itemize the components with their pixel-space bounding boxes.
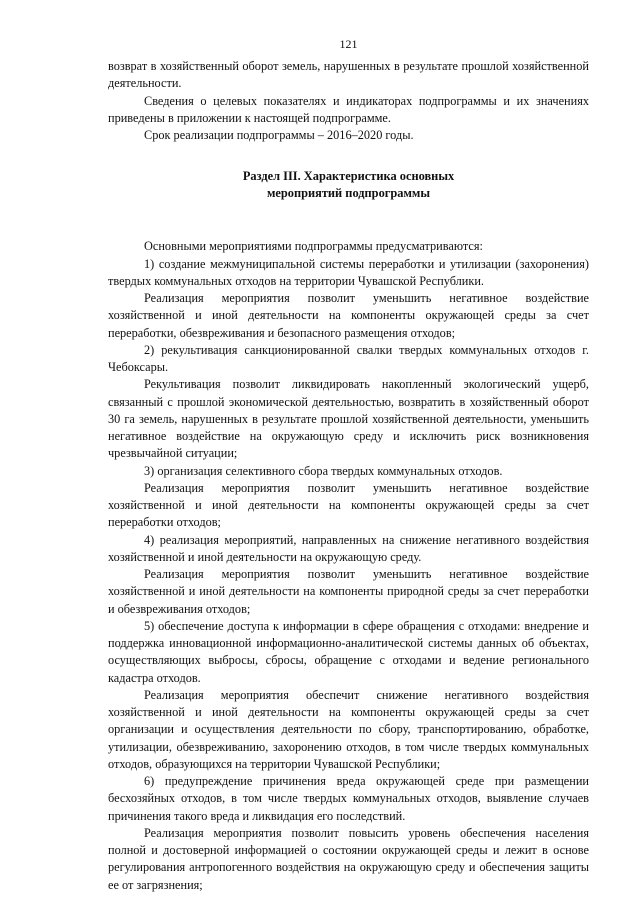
paragraph: Реализация мероприятия позволит уменьшить негативное воздействие хозяйственной и иной деятельности на компоненты природной среды за счет переработки и обезвреживания отходов; <box>108 567 589 616</box>
paragraph: Реализация мероприятия позволит повысить уровень обеспечения населения полной и достоверной информацией о состоянии окружающей среды и лежит в основе регулирования антропогенного воздействия на окружающую среду и обеспечения защиты ее от загрязнения; <box>108 825 589 892</box>
paragraph: Реализация мероприятия позволит уменьшить негативное воздействие хозяйственной и иной деятельности на компоненты окружающей среды за счет переработки, обезвреживания и безопасного размещения отходов; <box>108 291 589 340</box>
paragraph: Основными мероприятиями подпрограммы предусматриваются: <box>144 239 483 254</box>
paragraph: 5) обеспечение доступа к информации в сфере обращения с отходами: внедрение и поддержка инновационной информационно-аналитической системы данных об объектах, осуществляющих выбросы, сбросы, обращение с отходами и ведение регионального кадастра отходов. <box>108 618 589 685</box>
paragraph: 3) организация селективного сбора твердых коммунальных отходов. <box>144 463 503 478</box>
paragraph: 6) предупреждение причинения вреда окружающей среде при размещении бесхозяйных отходов, в том числе твердых коммунальных отходов, выявление случаев причинения такого вреда и ликвидация его последствий. <box>108 774 589 823</box>
intro-text <box>108 58 589 144</box>
section-heading <box>108 168 589 202</box>
page-number: 121 <box>339 37 358 51</box>
paragraph: возврат в хозяйственный оборот земель, нарушенных в результате прошлой хозяйственной деятельности. <box>108 59 589 91</box>
paragraph: Реализация мероприятия позволит уменьшить негативное воздействие хозяйственной и иной деятельности на компоненты окружающей среды за счет переработки отходов; <box>108 480 589 530</box>
paragraph: 1) создание межмуниципальной системы переработки и утилизации (захоронения) твердых коммунальных отходов на территории Чувашской Республики. <box>108 256 589 288</box>
paragraph: 2) рекультивация санкционированной свалки твердых коммунальных отходов г. Чебоксары. <box>108 342 589 374</box>
paragraph: Рекультивация позволит ликвидировать накопленный экологический ущерб, связанный с прошлой экономической деятельностью, возвратить в хозяйственный оборот 30 га земель, нарушенных в результате прошлой хозяйственной деятельности, уменьшить негативное воздействие на окружающую среду и исключить риск возникновения чрезвычайной ситуации; <box>108 377 589 461</box>
paragraph: Реализация мероприятия обеспечит снижение негативного воздействия хозяйственной и иной деятельности на компоненты окружающей среды за счет организации и осуществления деятельности по сбору, транспортированию, обработке, утилизации, обезвреживанию, захоронению отходов, в том числе твердых коммунальных отходов, образующихся на территории Чувашской Республики; <box>108 687 589 771</box>
section-heading-line-2: мероприятий подпрограммы <box>266 186 431 201</box>
section-text <box>108 238 589 894</box>
paragraph: Срок реализации подпрограммы – 2016–2020 годы. <box>144 128 414 142</box>
section-heading-line-1: Раздел III. Характеристика основных <box>242 169 455 184</box>
paragraph: 4) реализация мероприятий, направленных на снижение негативного воздействия хозяйственной и иной деятельности на окружающую среду. <box>108 532 589 564</box>
paragraph: Сведения о целевых показателях и индикаторах подпрограммы и их значениях приведены в приложении к настоящей подпрограмме. <box>108 93 589 125</box>
